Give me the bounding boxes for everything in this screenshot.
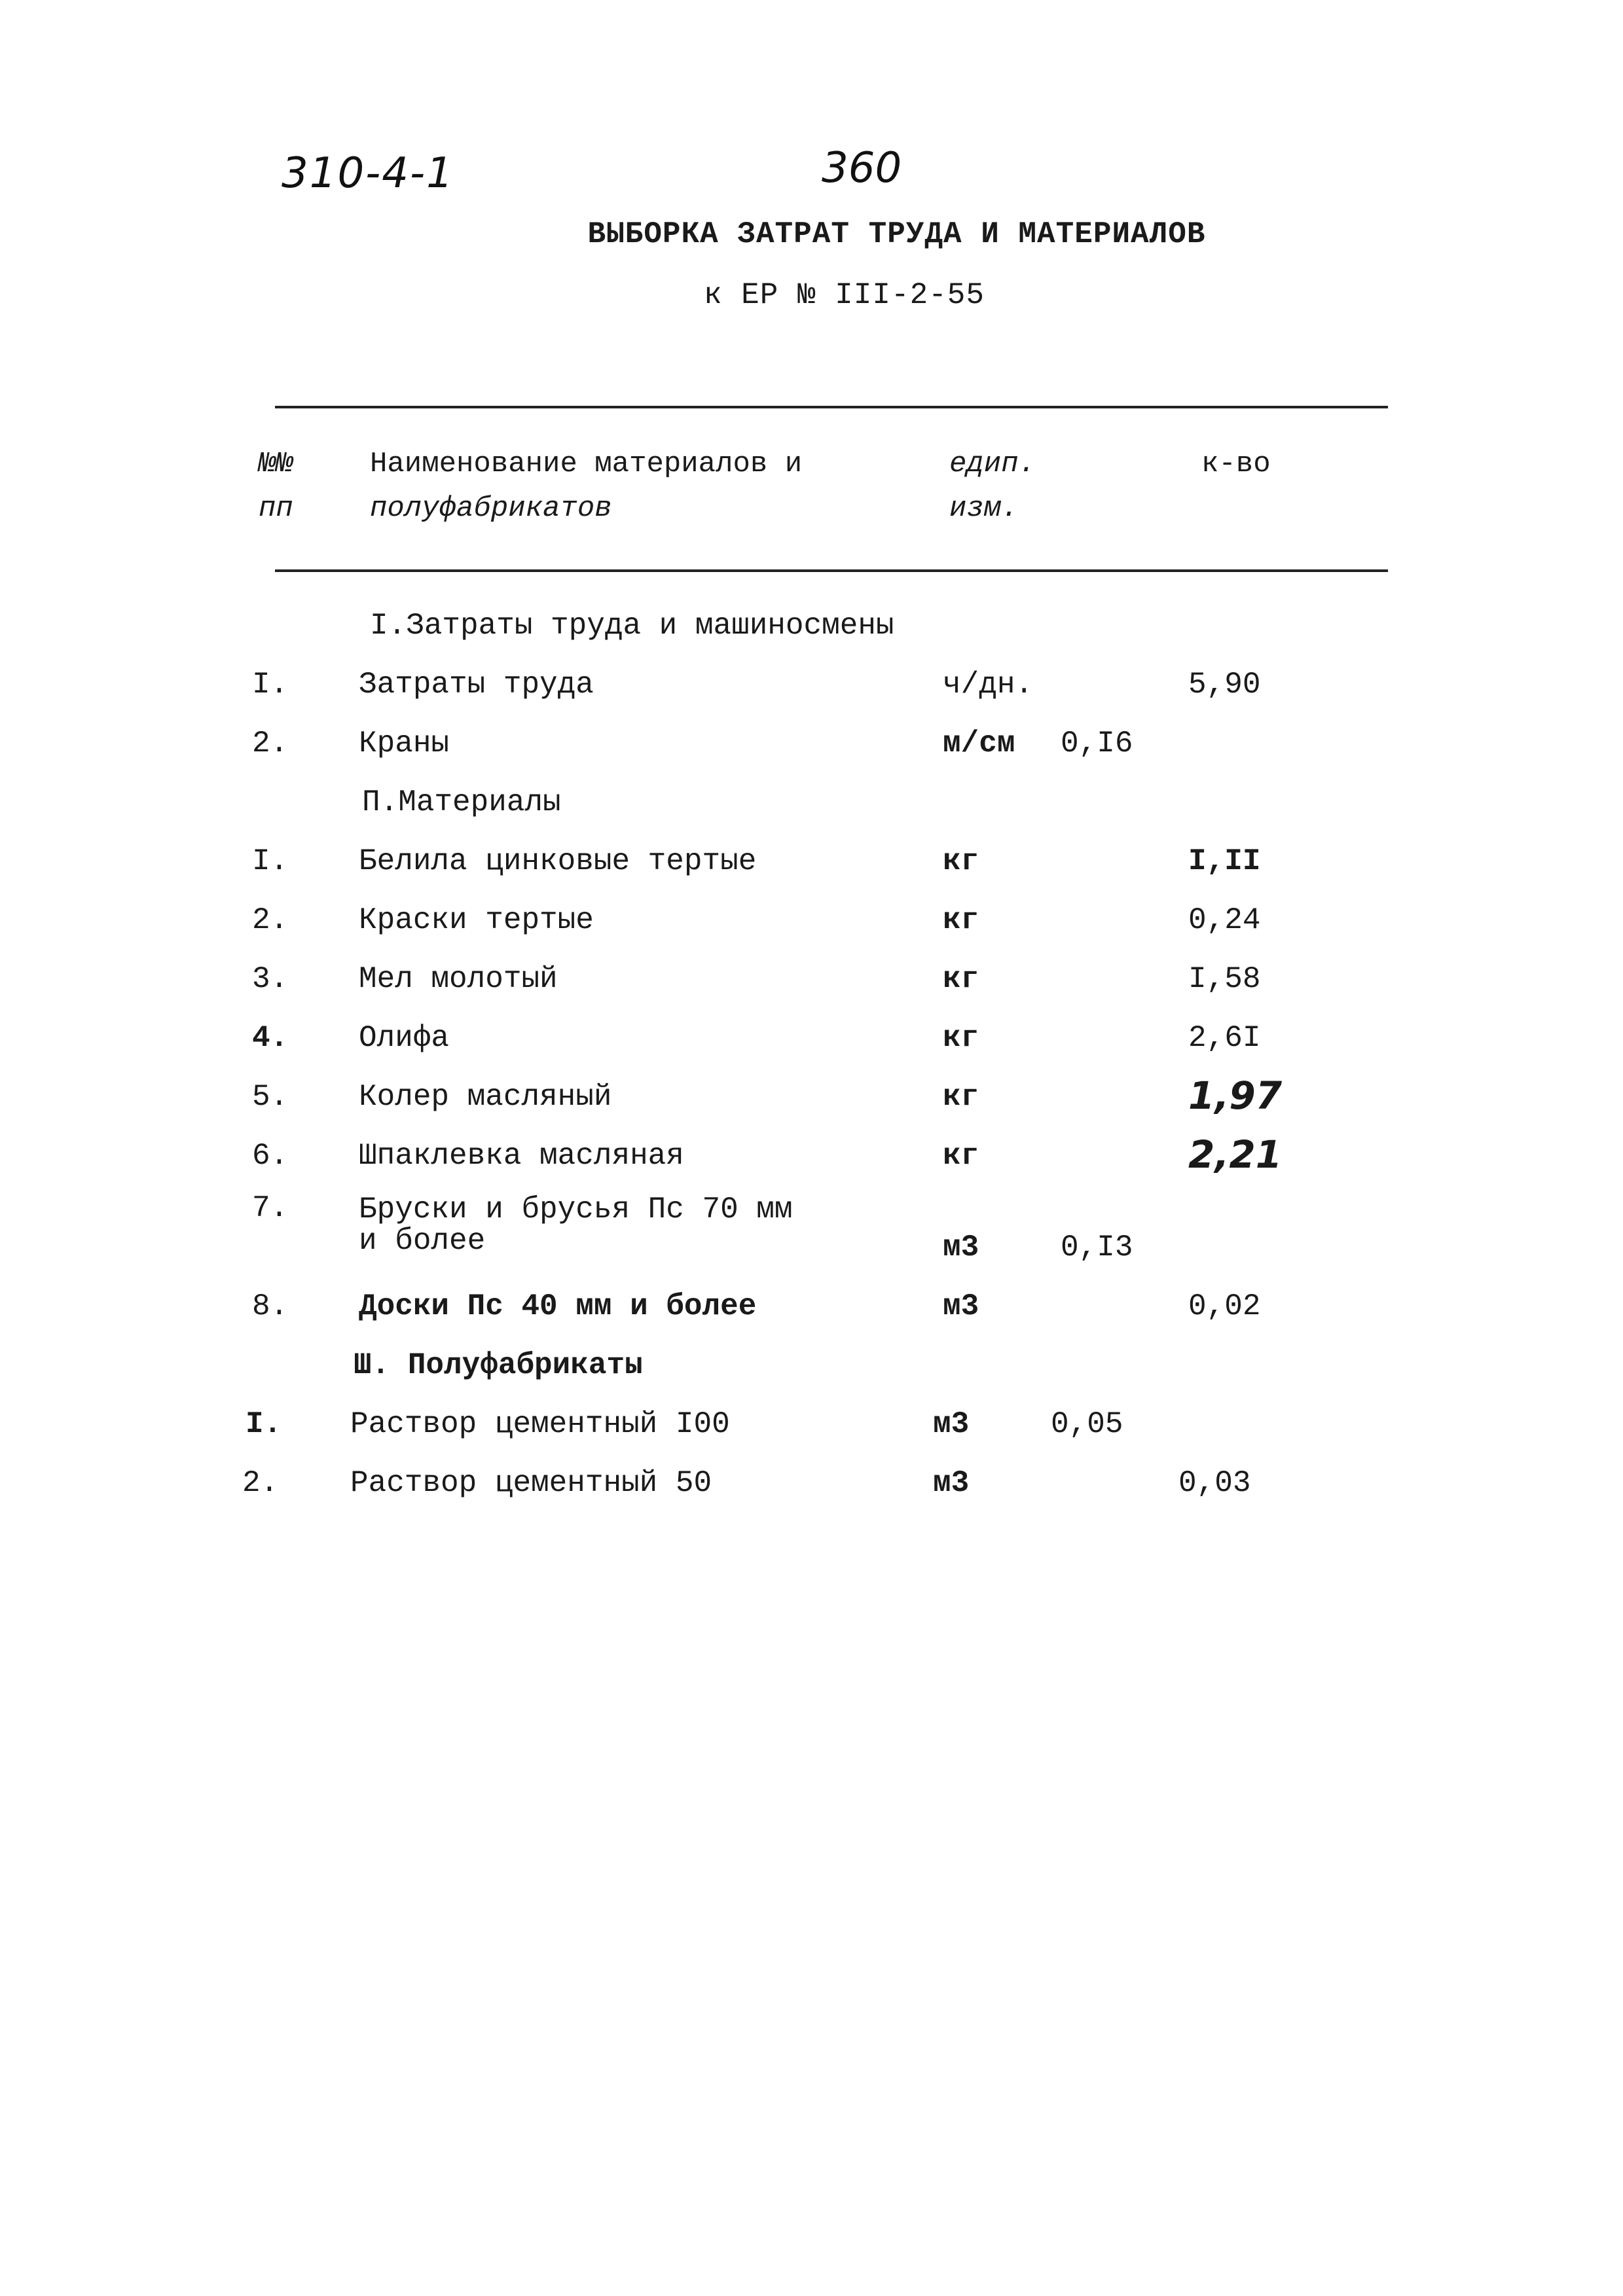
- table-row: 6. Шпаклевка масляная кг 2,21: [252, 1132, 1283, 1177]
- table-row: 2. Краски тертые кг 0,24: [252, 903, 1261, 937]
- section-title: П.Материалы: [362, 785, 561, 819]
- table-row: 3. Мел молотый кг I,58: [252, 962, 1261, 996]
- table-row: I. Белила цинковые тертые кг I,II: [252, 844, 1261, 878]
- table-row: 2. Краны м/см 0,I6: [252, 726, 1133, 761]
- section-title: I.Затраты труда и машиносмены: [370, 609, 894, 643]
- table-row: 5. Колер масляный кг 1,97: [252, 1073, 1283, 1118]
- table-row: 7. Бруски и брусья Пс 70 мм и более м3 0,I3: [252, 1191, 1133, 1265]
- table-header-rule: [275, 569, 1388, 572]
- table-row: 2. Раствор цементный 50 м3 0,03: [242, 1466, 1251, 1500]
- document-subtitle: к ЕР № III-2-55: [703, 278, 985, 312]
- table-row: I. Затраты труда ч/дн. 5,90: [252, 668, 1261, 702]
- header-quantity: к-во: [1201, 448, 1271, 480]
- header-number: №№ пп: [259, 448, 293, 525]
- document-title: ВЫБОРКА ЗАТРАТ ТРУДА И МАТЕРИАЛОВ: [587, 217, 1206, 251]
- section-title: Ш. Полуфабрикаты: [354, 1348, 643, 1382]
- table-row: 8. Доски Пс 40 мм и более м3 0,02: [252, 1289, 1261, 1323]
- table-top-rule: [275, 406, 1388, 408]
- header-name: Наименование материалов и полуфабрикатов: [370, 448, 803, 525]
- page-number: 360: [822, 144, 902, 192]
- handwritten-value: 1,97: [1188, 1073, 1283, 1118]
- handwritten-value: 2,21: [1188, 1132, 1283, 1177]
- table-row: I. Раствор цементный I00 м3 0,05: [246, 1407, 1123, 1441]
- document-code: 310-4-1: [282, 149, 454, 198]
- table-row: 4. Олифа кг 2,6I: [252, 1021, 1261, 1055]
- header-unit: едип. изм.: [949, 448, 1036, 525]
